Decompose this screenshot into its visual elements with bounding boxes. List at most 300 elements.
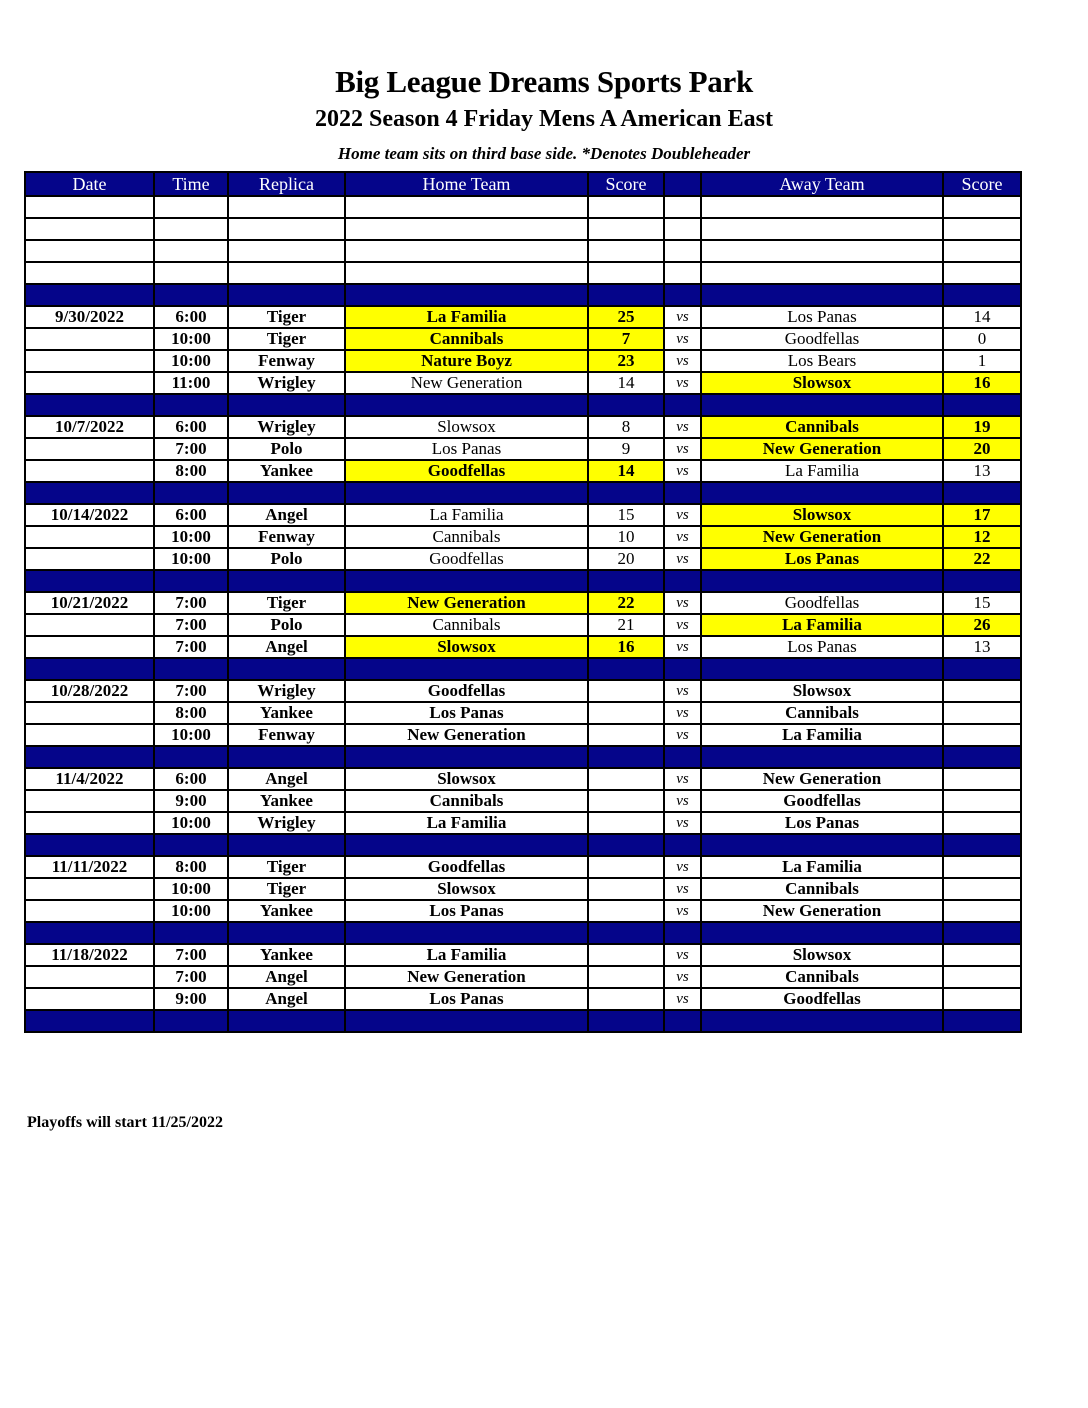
away-score: 13 <box>943 636 1021 658</box>
game-row <box>25 328 1021 350</box>
game-field: Angel <box>228 768 345 790</box>
col-header-time: Time <box>154 172 228 196</box>
game-field: Tiger <box>228 878 345 900</box>
empty-cell <box>154 482 228 504</box>
empty-cell <box>701 284 943 306</box>
away-team: New Generation <box>701 900 943 922</box>
empty-cell <box>664 1010 701 1032</box>
game-time: 8:00 <box>154 702 228 724</box>
empty-cell <box>228 240 345 262</box>
away-score <box>943 812 1021 834</box>
empty-cell <box>154 746 228 768</box>
empty-cell <box>25 1010 154 1032</box>
vs-label: vs <box>664 768 701 790</box>
home-team: Los Panas <box>345 702 588 724</box>
game-field: Wrigley <box>228 416 345 438</box>
col-header-vs <box>664 172 701 196</box>
game-field: Angel <box>228 966 345 988</box>
vs-label: vs <box>664 878 701 900</box>
home-team: Slowsox <box>345 878 588 900</box>
empty-cell <box>154 218 228 240</box>
empty-cell <box>701 196 943 218</box>
game-row <box>25 702 1021 724</box>
home-team: Slowsox <box>345 416 588 438</box>
empty-cell <box>25 658 154 680</box>
game-date <box>25 988 154 1010</box>
home-score: 23 <box>588 350 664 372</box>
separator-row <box>25 284 1021 306</box>
empty-cell <box>25 746 154 768</box>
game-field: Polo <box>228 438 345 460</box>
empty-cell <box>664 394 701 416</box>
away-team: Cannibals <box>701 966 943 988</box>
vs-label: vs <box>664 614 701 636</box>
empty-cell <box>228 394 345 416</box>
away-score <box>943 680 1021 702</box>
vs-label: vs <box>664 526 701 548</box>
empty-cell <box>943 570 1021 592</box>
empty-cell <box>943 1010 1021 1032</box>
empty-cell <box>664 922 701 944</box>
vs-label: vs <box>664 372 701 394</box>
separator-row <box>25 834 1021 856</box>
separator-row <box>25 1010 1021 1032</box>
empty-cell <box>154 1010 228 1032</box>
away-score <box>943 856 1021 878</box>
home-team: Slowsox <box>345 768 588 790</box>
empty-cell <box>154 922 228 944</box>
vs-label: vs <box>664 944 701 966</box>
home-team: Slowsox <box>345 636 588 658</box>
home-score <box>588 680 664 702</box>
game-row <box>25 856 1021 878</box>
home-team: Nature Boyz <box>345 350 588 372</box>
vs-label: vs <box>664 812 701 834</box>
game-field: Fenway <box>228 350 345 372</box>
vs-label: vs <box>664 504 701 526</box>
home-team: La Familia <box>345 944 588 966</box>
away-score: 14 <box>943 306 1021 328</box>
empty-cell <box>588 262 664 284</box>
game-time: 10:00 <box>154 548 228 570</box>
vs-label: vs <box>664 724 701 746</box>
game-row <box>25 460 1021 482</box>
away-team: Slowsox <box>701 504 943 526</box>
game-date: 10/7/2022 <box>25 416 154 438</box>
game-row <box>25 504 1021 526</box>
game-time: 7:00 <box>154 944 228 966</box>
empty-cell <box>588 394 664 416</box>
game-row <box>25 768 1021 790</box>
game-field: Wrigley <box>228 372 345 394</box>
empty-cell <box>25 394 154 416</box>
game-field: Yankee <box>228 790 345 812</box>
home-score: 20 <box>588 548 664 570</box>
empty-cell <box>943 746 1021 768</box>
blank-row <box>25 262 1021 284</box>
away-team: Los Bears <box>701 350 943 372</box>
home-score: 9 <box>588 438 664 460</box>
vs-label: vs <box>664 548 701 570</box>
header-note: Home team sits on third base side. *Denotes Doubleheader <box>337 144 751 163</box>
empty-cell <box>701 218 943 240</box>
home-team: New Generation <box>345 592 588 614</box>
empty-cell <box>154 196 228 218</box>
game-row <box>25 680 1021 702</box>
game-date <box>25 526 154 548</box>
away-score <box>943 724 1021 746</box>
vs-label: vs <box>664 680 701 702</box>
col-header-home-team: Home Team <box>345 172 588 196</box>
empty-cell <box>588 922 664 944</box>
empty-cell <box>228 196 345 218</box>
empty-cell <box>345 922 588 944</box>
page-title: Big League Dreams Sports Park <box>335 64 753 99</box>
game-field: Wrigley <box>228 812 345 834</box>
empty-cell <box>664 196 701 218</box>
empty-cell <box>228 284 345 306</box>
away-team: La Familia <box>701 724 943 746</box>
game-time: 8:00 <box>154 856 228 878</box>
game-field: Tiger <box>228 856 345 878</box>
empty-cell <box>345 262 588 284</box>
away-team: Slowsox <box>701 372 943 394</box>
col-header-date: Date <box>25 172 154 196</box>
game-row <box>25 900 1021 922</box>
home-team: New Generation <box>345 966 588 988</box>
vs-label: vs <box>664 856 701 878</box>
empty-cell <box>228 834 345 856</box>
game-date <box>25 790 154 812</box>
separator-row <box>25 658 1021 680</box>
game-date <box>25 372 154 394</box>
empty-cell <box>228 922 345 944</box>
vs-label: vs <box>664 438 701 460</box>
away-score: 19 <box>943 416 1021 438</box>
empty-cell <box>943 262 1021 284</box>
home-score <box>588 856 664 878</box>
empty-cell <box>943 240 1021 262</box>
game-row <box>25 812 1021 834</box>
home-score <box>588 900 664 922</box>
game-time: 10:00 <box>154 350 228 372</box>
empty-cell <box>154 658 228 680</box>
home-score <box>588 966 664 988</box>
empty-cell <box>588 570 664 592</box>
separator-row <box>25 482 1021 504</box>
game-time: 7:00 <box>154 966 228 988</box>
game-date <box>25 438 154 460</box>
empty-cell <box>154 262 228 284</box>
empty-cell <box>345 746 588 768</box>
home-team: Goodfellas <box>345 856 588 878</box>
empty-cell <box>588 1010 664 1032</box>
game-time: 7:00 <box>154 636 228 658</box>
empty-cell <box>345 570 588 592</box>
empty-cell <box>588 196 664 218</box>
empty-cell <box>228 1010 345 1032</box>
home-score <box>588 768 664 790</box>
empty-cell <box>701 1010 943 1032</box>
game-time: 8:00 <box>154 460 228 482</box>
game-field: Angel <box>228 988 345 1010</box>
home-team: Goodfellas <box>345 680 588 702</box>
game-field: Tiger <box>228 328 345 350</box>
home-score: 15 <box>588 504 664 526</box>
away-team: Goodfellas <box>701 592 943 614</box>
empty-cell <box>345 394 588 416</box>
home-score: 21 <box>588 614 664 636</box>
empty-cell <box>943 482 1021 504</box>
home-team: New Generation <box>345 372 588 394</box>
vs-label: vs <box>664 328 701 350</box>
empty-cell <box>664 482 701 504</box>
away-score: 26 <box>943 614 1021 636</box>
home-score <box>588 988 664 1010</box>
away-team: Slowsox <box>701 944 943 966</box>
away-team: Cannibals <box>701 878 943 900</box>
away-score <box>943 900 1021 922</box>
game-date <box>25 614 154 636</box>
game-time: 10:00 <box>154 328 228 350</box>
empty-cell <box>25 922 154 944</box>
col-header-away-score: Score <box>943 172 1021 196</box>
game-date <box>25 900 154 922</box>
game-date: 10/28/2022 <box>25 680 154 702</box>
col-header-replica: Replica <box>228 172 345 196</box>
empty-cell <box>154 394 228 416</box>
vs-label: vs <box>664 702 701 724</box>
empty-cell <box>228 570 345 592</box>
empty-cell <box>588 746 664 768</box>
home-team: Goodfellas <box>345 460 588 482</box>
empty-cell <box>154 284 228 306</box>
home-team: Los Panas <box>345 900 588 922</box>
empty-cell <box>664 746 701 768</box>
empty-cell <box>588 834 664 856</box>
empty-cell <box>25 218 154 240</box>
col-header-away-team: Away Team <box>701 172 943 196</box>
home-score: 16 <box>588 636 664 658</box>
game-row <box>25 416 1021 438</box>
empty-cell <box>664 240 701 262</box>
empty-cell <box>25 834 154 856</box>
separator-row <box>25 570 1021 592</box>
game-date: 11/4/2022 <box>25 768 154 790</box>
away-team: New Generation <box>701 438 943 460</box>
empty-cell <box>701 482 943 504</box>
game-row <box>25 724 1021 746</box>
empty-cell <box>588 284 664 306</box>
game-field: Yankee <box>228 944 345 966</box>
empty-cell <box>588 240 664 262</box>
empty-cell <box>345 240 588 262</box>
away-team: New Generation <box>701 526 943 548</box>
empty-cell <box>943 658 1021 680</box>
home-team: Goodfellas <box>345 548 588 570</box>
away-score <box>943 966 1021 988</box>
empty-cell <box>943 394 1021 416</box>
game-field: Yankee <box>228 460 345 482</box>
game-date <box>25 702 154 724</box>
empty-cell <box>228 482 345 504</box>
away-score <box>943 988 1021 1010</box>
game-time: 9:00 <box>154 790 228 812</box>
empty-cell <box>25 240 154 262</box>
empty-cell <box>588 482 664 504</box>
game-field: Angel <box>228 504 345 526</box>
empty-cell <box>701 746 943 768</box>
game-date: 10/21/2022 <box>25 592 154 614</box>
game-date <box>25 878 154 900</box>
empty-cell <box>588 218 664 240</box>
vs-label: vs <box>664 790 701 812</box>
game-row <box>25 790 1021 812</box>
game-time: 7:00 <box>154 614 228 636</box>
empty-cell <box>345 482 588 504</box>
home-score: 25 <box>588 306 664 328</box>
game-time: 10:00 <box>154 724 228 746</box>
away-team: La Familia <box>701 460 943 482</box>
empty-cell <box>701 262 943 284</box>
game-field: Wrigley <box>228 680 345 702</box>
home-team: Cannibals <box>345 790 588 812</box>
game-field: Polo <box>228 548 345 570</box>
away-score <box>943 702 1021 724</box>
game-time: 10:00 <box>154 878 228 900</box>
vs-label: vs <box>664 900 701 922</box>
away-score <box>943 790 1021 812</box>
home-team: Cannibals <box>345 526 588 548</box>
away-team: Los Panas <box>701 636 943 658</box>
home-team: La Familia <box>345 504 588 526</box>
vs-label: vs <box>664 416 701 438</box>
game-date: 9/30/2022 <box>25 306 154 328</box>
game-row <box>25 944 1021 966</box>
empty-cell <box>943 834 1021 856</box>
away-score: 20 <box>943 438 1021 460</box>
home-team: La Familia <box>345 812 588 834</box>
game-date <box>25 328 154 350</box>
game-time: 9:00 <box>154 988 228 1010</box>
game-row <box>25 592 1021 614</box>
away-score: 1 <box>943 350 1021 372</box>
away-team: Goodfellas <box>701 328 943 350</box>
game-field: Angel <box>228 636 345 658</box>
away-score: 15 <box>943 592 1021 614</box>
home-score: 22 <box>588 592 664 614</box>
home-team: New Generation <box>345 724 588 746</box>
page-subtitle: 2022 Season 4 Friday Mens A American East <box>314 106 773 132</box>
empty-cell <box>664 658 701 680</box>
away-team: Los Panas <box>701 548 943 570</box>
empty-cell <box>345 196 588 218</box>
away-score: 16 <box>943 372 1021 394</box>
game-date <box>25 812 154 834</box>
away-team: New Generation <box>701 768 943 790</box>
game-field: Tiger <box>228 592 345 614</box>
game-time: 10:00 <box>154 900 228 922</box>
game-field: Fenway <box>228 724 345 746</box>
game-time: 11:00 <box>154 372 228 394</box>
away-score <box>943 944 1021 966</box>
home-team: Cannibals <box>345 614 588 636</box>
empty-cell <box>228 746 345 768</box>
empty-cell <box>701 658 943 680</box>
game-row <box>25 636 1021 658</box>
away-team: La Familia <box>701 856 943 878</box>
home-score <box>588 878 664 900</box>
game-date <box>25 966 154 988</box>
game-row <box>25 966 1021 988</box>
home-score: 7 <box>588 328 664 350</box>
away-team: Los Panas <box>701 306 943 328</box>
empty-cell <box>228 262 345 284</box>
empty-cell <box>701 834 943 856</box>
home-team: Los Panas <box>345 988 588 1010</box>
empty-cell <box>701 240 943 262</box>
empty-cell <box>664 834 701 856</box>
game-date: 11/11/2022 <box>25 856 154 878</box>
away-score <box>943 768 1021 790</box>
game-field: Yankee <box>228 702 345 724</box>
blank-row <box>25 240 1021 262</box>
away-score: 17 <box>943 504 1021 526</box>
empty-cell <box>25 482 154 504</box>
separator-row <box>25 746 1021 768</box>
empty-cell <box>345 834 588 856</box>
game-time: 10:00 <box>154 812 228 834</box>
vs-label: vs <box>664 460 701 482</box>
away-score: 22 <box>943 548 1021 570</box>
game-date: 10/14/2022 <box>25 504 154 526</box>
empty-cell <box>664 284 701 306</box>
empty-cell <box>701 570 943 592</box>
game-row <box>25 878 1021 900</box>
game-date <box>25 636 154 658</box>
away-team: Los Panas <box>701 812 943 834</box>
empty-cell <box>943 922 1021 944</box>
home-score <box>588 724 664 746</box>
schedule-body <box>25 196 1021 1032</box>
vs-label: vs <box>664 966 701 988</box>
empty-cell <box>943 284 1021 306</box>
vs-label: vs <box>664 592 701 614</box>
home-score: 14 <box>588 372 664 394</box>
header-row <box>25 172 1021 196</box>
empty-cell <box>345 658 588 680</box>
empty-cell <box>943 196 1021 218</box>
vs-label: vs <box>664 636 701 658</box>
footer-note: Playoffs will start 11/25/2022 <box>27 1114 223 1131</box>
vs-label: vs <box>664 988 701 1010</box>
game-row <box>25 438 1021 460</box>
empty-cell <box>154 570 228 592</box>
game-field: Yankee <box>228 900 345 922</box>
game-time: 6:00 <box>154 306 228 328</box>
empty-cell <box>228 658 345 680</box>
game-row <box>25 988 1021 1010</box>
game-time: 6:00 <box>154 768 228 790</box>
game-row <box>25 614 1021 636</box>
empty-cell <box>701 394 943 416</box>
game-row <box>25 372 1021 394</box>
away-team: Cannibals <box>701 702 943 724</box>
game-time: 7:00 <box>154 592 228 614</box>
game-time: 10:00 <box>154 526 228 548</box>
empty-cell <box>25 196 154 218</box>
empty-cell <box>25 570 154 592</box>
